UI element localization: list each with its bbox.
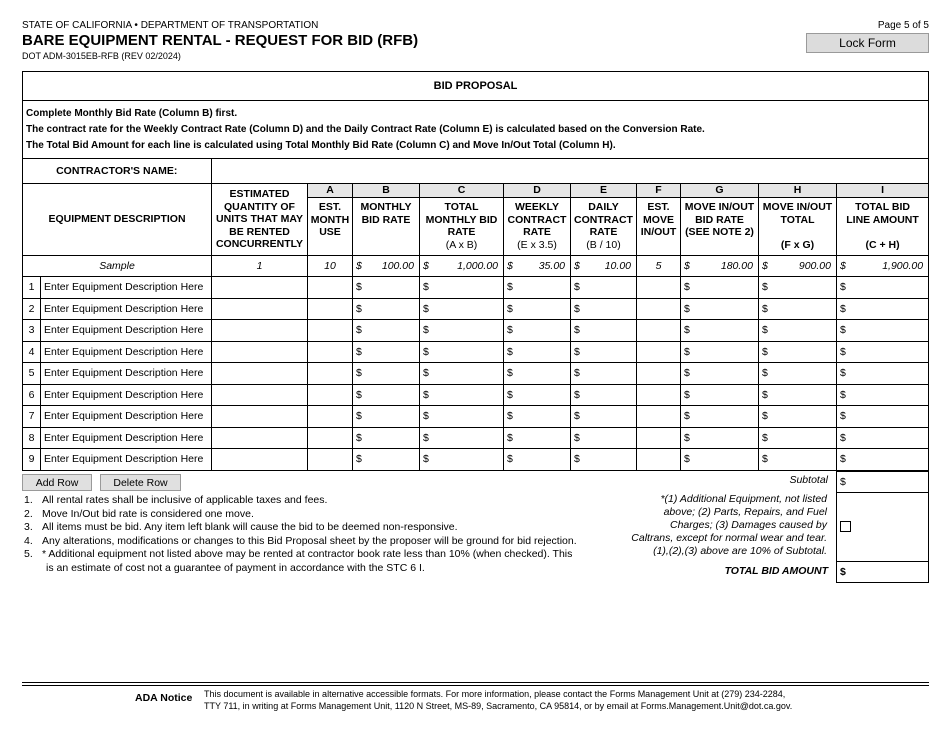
quantity-input[interactable] bbox=[212, 406, 308, 428]
month-use-input[interactable] bbox=[308, 277, 353, 299]
month-use-input[interactable] bbox=[308, 320, 353, 342]
est-move-header: EST. MOVE IN/OUT bbox=[637, 198, 681, 256]
move-total-field: $ bbox=[759, 406, 837, 428]
move-input[interactable] bbox=[637, 277, 681, 299]
total-monthly-field: $ bbox=[420, 363, 504, 385]
total-line-field: $ bbox=[837, 406, 929, 428]
month-use-input[interactable] bbox=[308, 363, 353, 385]
sample-move-rate: $ 180.00 bbox=[681, 256, 759, 277]
page-number: Page 5 of 5 bbox=[877, 20, 929, 31]
sample-month-use: 10 bbox=[308, 256, 353, 277]
quantity-input[interactable] bbox=[212, 341, 308, 363]
equipment-description-input[interactable]: Enter Equipment Description Here bbox=[41, 320, 212, 342]
daily-rate-field: $ bbox=[571, 341, 637, 363]
total-line-field: $ bbox=[837, 277, 929, 299]
quantity-input[interactable] bbox=[212, 427, 308, 449]
sample-row bbox=[23, 256, 929, 277]
sample-move: 5 bbox=[637, 256, 681, 277]
note-4: 4. Any alterations, modifications or changes to this Bid Proposal sheet by the proposer will be ground for bid rejection. bbox=[24, 534, 577, 547]
move-bid-rate-input[interactable]: $ bbox=[681, 277, 759, 299]
table-row bbox=[23, 406, 929, 428]
total-line-field: $ bbox=[837, 449, 929, 471]
equipment-description-input[interactable]: Enter Equipment Description Here bbox=[41, 363, 212, 385]
total-monthly-field: $ bbox=[420, 298, 504, 320]
total-monthly-field: $ bbox=[420, 277, 504, 299]
weekly-rate-field: $ bbox=[504, 320, 571, 342]
move-bid-rate-input[interactable]: $ bbox=[681, 449, 759, 471]
note-1: 1. All rental rates shall be inclusive of applicable taxes and fees. bbox=[24, 494, 328, 506]
total-monthly-field: $ bbox=[420, 384, 504, 406]
sample-move-total: $ 900.00 bbox=[759, 256, 837, 277]
total-bid-line-header: TOTAL BID LINE AMOUNT (C + H) bbox=[837, 198, 929, 256]
daily-contract-rate-header: DAILY CONTRACT RATE (B / 10) bbox=[571, 198, 637, 256]
instruction-1: Complete Monthly Bid Rate (Column B) first. bbox=[26, 108, 238, 119]
table-row bbox=[23, 298, 929, 320]
daily-rate-field: $ bbox=[571, 363, 637, 385]
col-letter-f: F bbox=[637, 184, 681, 198]
move-bid-rate-input[interactable]: $ bbox=[681, 427, 759, 449]
estimated-quantity-header: ESTIMATED QUANTITY OF UNITS THAT MAY BE RENTED CONCURRENTLY bbox=[212, 184, 308, 256]
table-row bbox=[23, 277, 929, 299]
equipment-description-input[interactable]: Enter Equipment Description Here bbox=[41, 384, 212, 406]
col-letter-c: C bbox=[420, 184, 504, 198]
row-number: 3 bbox=[23, 320, 41, 342]
move-total-field: $ bbox=[759, 320, 837, 342]
table-row bbox=[23, 427, 929, 449]
contractor-name-input[interactable] bbox=[212, 159, 929, 184]
row-number: 4 bbox=[23, 341, 41, 363]
weekly-rate-field: $ bbox=[504, 277, 571, 299]
col-letter-d: D bbox=[504, 184, 571, 198]
table-row bbox=[23, 341, 929, 363]
total-monthly-field: $ bbox=[420, 320, 504, 342]
col-letter-i: I bbox=[837, 184, 929, 198]
additional-equipment-checkbox[interactable] bbox=[840, 521, 851, 532]
row-number: 8 bbox=[23, 427, 41, 449]
note-2: 2. Move In/Out bid rate is considered one move. bbox=[24, 507, 254, 520]
move-bid-rate-input[interactable]: $ bbox=[681, 363, 759, 385]
move-total-field: $ bbox=[759, 363, 837, 385]
total-monthly-field: $ bbox=[420, 449, 504, 471]
contractor-name-label: CONTRACTOR'S NAME: bbox=[23, 159, 212, 184]
row-number: 7 bbox=[23, 406, 41, 428]
move-total-field: $ bbox=[759, 298, 837, 320]
total-line-field: $ bbox=[837, 427, 929, 449]
total-line-field: $ bbox=[837, 341, 929, 363]
move-bid-rate-input[interactable]: $ bbox=[681, 406, 759, 428]
col-letter-g: G bbox=[681, 184, 759, 198]
daily-rate-field: $ bbox=[571, 384, 637, 406]
weekly-rate-field: $ bbox=[504, 406, 571, 428]
total-monthly-field: $ bbox=[420, 427, 504, 449]
table-row bbox=[23, 384, 929, 406]
monthly-bid-rate-input[interactable]: $ bbox=[353, 384, 420, 406]
monthly-bid-rate-header: MONTHLY BID RATE bbox=[353, 198, 420, 256]
instruction-3: The Total Bid Amount for each line is calculated using Total Monthly Bid Rate (Column C) and Move In/Out Total (Column H). bbox=[26, 140, 616, 151]
equipment-description-input[interactable]: Enter Equipment Description Here bbox=[41, 449, 212, 471]
bid-proposal-title: BID PROPOSAL bbox=[23, 72, 928, 101]
delete-row-button[interactable]: Delete Row bbox=[100, 474, 181, 491]
move-total-field: $ bbox=[759, 449, 837, 471]
monthly-bid-rate-input[interactable]: $ bbox=[353, 427, 420, 449]
row-number: 2 bbox=[23, 298, 41, 320]
month-use-input[interactable] bbox=[308, 298, 353, 320]
equipment-description-input[interactable]: Enter Equipment Description Here bbox=[41, 277, 212, 299]
move-bid-rate-input[interactable]: $ bbox=[681, 341, 759, 363]
row-number: 5 bbox=[23, 363, 41, 385]
move-input[interactable] bbox=[637, 449, 681, 471]
total-monthly-field: $ bbox=[420, 341, 504, 363]
monthly-bid-rate-input[interactable]: $ bbox=[353, 277, 420, 299]
form-title: BARE EQUIPMENT RENTAL - REQUEST FOR BID (RFB) bbox=[22, 32, 419, 49]
equipment-description-input[interactable]: Enter Equipment Description Here bbox=[41, 427, 212, 449]
month-use-input[interactable] bbox=[308, 449, 353, 471]
col-letter-e: E bbox=[571, 184, 637, 198]
table-row bbox=[23, 363, 929, 385]
quantity-input[interactable] bbox=[212, 449, 308, 471]
daily-rate-field: $ bbox=[571, 449, 637, 471]
move-input[interactable] bbox=[637, 384, 681, 406]
monthly-bid-rate-input[interactable]: $ bbox=[353, 298, 420, 320]
agency-label: STATE OF CALIFORNIA • DEPARTMENT OF TRANSPORTATION bbox=[22, 20, 319, 31]
month-use-input[interactable] bbox=[308, 427, 353, 449]
sample-daily: $ 10.00 bbox=[571, 256, 637, 277]
month-use-input[interactable] bbox=[308, 341, 353, 363]
notes-list bbox=[24, 494, 577, 575]
bid-table bbox=[22, 158, 929, 471]
equipment-description-input[interactable]: Enter Equipment Description Here bbox=[41, 406, 212, 428]
table-row bbox=[23, 320, 929, 342]
move-total-field: $ bbox=[759, 427, 837, 449]
row-number: 1 bbox=[23, 277, 41, 299]
equipment-description-header: EQUIPMENT DESCRIPTION bbox=[23, 184, 212, 256]
total-line-field: $ bbox=[837, 384, 929, 406]
daily-rate-field: $ bbox=[571, 298, 637, 320]
sample-total-monthly: $ 1,000.00 bbox=[420, 256, 504, 277]
sample-label: Sample bbox=[23, 256, 212, 277]
col-letter-h: H bbox=[759, 184, 837, 198]
move-bid-rate-header: MOVE IN/OUT BID RATE (SEE NOTE 2) bbox=[681, 198, 759, 256]
form-id: DOT ADM-3015EB-RFB (REV 02/2024) bbox=[22, 51, 181, 61]
quantity-input[interactable] bbox=[212, 320, 308, 342]
weekly-rate-field: $ bbox=[504, 298, 571, 320]
footer-divider-2 bbox=[22, 685, 929, 686]
subtotal-field[interactable]: $ bbox=[836, 471, 929, 493]
equipment-description-input[interactable]: Enter Equipment Description Here bbox=[41, 298, 212, 320]
monthly-bid-rate-input[interactable]: $ bbox=[353, 406, 420, 428]
monthly-bid-rate-input[interactable]: $ bbox=[353, 320, 420, 342]
col-letter-a: A bbox=[308, 184, 353, 198]
total-line-field: $ bbox=[837, 298, 929, 320]
daily-rate-field: $ bbox=[571, 277, 637, 299]
weekly-rate-field: $ bbox=[504, 449, 571, 471]
additional-equipment-text: *(1) Additional Equipment, not listed above; (2) Parts, Repairs, and Fuel Charges; (3) Damages caused by Caltrans, except for normal wear and tear. (1),(2),(3) above are 10% of Subtotal. bbox=[631, 493, 827, 557]
weekly-rate-field: $ bbox=[504, 427, 571, 449]
total-bid-amount-label: TOTAL BID AMOUNT bbox=[724, 565, 828, 577]
total-bid-amount-field[interactable]: $ bbox=[836, 561, 929, 583]
table-row bbox=[23, 449, 929, 471]
sample-weekly: $ 35.00 bbox=[504, 256, 571, 277]
weekly-rate-field: $ bbox=[504, 384, 571, 406]
move-total-field: $ bbox=[759, 277, 837, 299]
quantity-input[interactable] bbox=[212, 363, 308, 385]
daily-rate-field: $ bbox=[571, 320, 637, 342]
instruction-2: The contract rate for the Weekly Contract Rate (Column D) and the Daily Contract Rate (Column E) is calculated based on the Conversion Rate. bbox=[26, 124, 705, 135]
ada-notice-label: ADA Notice bbox=[135, 692, 193, 704]
note-5-continued: is an estimate of cost not a guarantee of payment in accordance with the STC 6 I. bbox=[46, 561, 425, 574]
move-input[interactable] bbox=[637, 298, 681, 320]
monthly-bid-rate-input[interactable]: $ bbox=[353, 449, 420, 471]
note-3: 3. All items must be bid. Any item left blank will cause the bid to be deemed non-responsive. bbox=[24, 521, 458, 533]
sample-qty: 1 bbox=[212, 256, 308, 277]
daily-rate-field: $ bbox=[571, 427, 637, 449]
total-monthly-bid-header: TOTAL MONTHLY BID RATE (A x B) bbox=[420, 198, 504, 256]
col-letter-b: B bbox=[353, 184, 420, 198]
move-input[interactable] bbox=[637, 406, 681, 428]
total-line-field: $ bbox=[837, 320, 929, 342]
move-bid-rate-input[interactable]: $ bbox=[681, 320, 759, 342]
move-total-field: $ bbox=[759, 384, 837, 406]
subtotal-label: Subtotal bbox=[789, 474, 828, 486]
sample-total-line: $ 1,900.00 bbox=[837, 256, 929, 277]
add-row-button[interactable]: Add Row bbox=[22, 474, 92, 491]
ada-notice-text: This document is available in alternative accessible formats. For more information, please contact the Forms Management Unit at (279) 234-2284, TTY 711, in writing at Forms Management Unit, 1120 N Street, MS-89, Sacramento, CA 95814, or by email at Forms.Management.Unit@dot.ca.gov. bbox=[204, 689, 793, 711]
move-total-field: $ bbox=[759, 341, 837, 363]
total-monthly-field: $ bbox=[420, 406, 504, 428]
row-number: 6 bbox=[23, 384, 41, 406]
move-input[interactable] bbox=[637, 341, 681, 363]
sample-monthly-rate: $ 100.00 bbox=[353, 256, 420, 277]
move-bid-rate-input[interactable]: $ bbox=[681, 384, 759, 406]
daily-rate-field: $ bbox=[571, 406, 637, 428]
month-use-input[interactable] bbox=[308, 384, 353, 406]
weekly-rate-field: $ bbox=[504, 341, 571, 363]
quantity-input[interactable] bbox=[212, 298, 308, 320]
equipment-description-input[interactable]: Enter Equipment Description Here bbox=[41, 341, 212, 363]
monthly-bid-rate-input[interactable]: $ bbox=[353, 363, 420, 385]
move-bid-rate-input[interactable]: $ bbox=[681, 298, 759, 320]
move-total-header: MOVE IN/OUT TOTAL (F x G) bbox=[759, 198, 837, 256]
move-input[interactable] bbox=[637, 427, 681, 449]
monthly-bid-rate-input[interactable]: $ bbox=[353, 341, 420, 363]
total-line-field: $ bbox=[837, 363, 929, 385]
move-input[interactable] bbox=[637, 363, 681, 385]
weekly-contract-rate-header: WEEKLY CONTRACT RATE (E x 3.5) bbox=[504, 198, 571, 256]
note-5: 5. * Additional equipment not listed above may be rented at contractor book rate less than 10% (when checked). This bbox=[24, 548, 573, 560]
quantity-input[interactable] bbox=[212, 384, 308, 406]
weekly-rate-field: $ bbox=[504, 363, 571, 385]
est-month-use-header: EST. MONTH USE bbox=[308, 198, 353, 256]
month-use-input[interactable] bbox=[308, 406, 353, 428]
quantity-input[interactable] bbox=[212, 277, 308, 299]
row-number: 9 bbox=[23, 449, 41, 471]
lock-form-button[interactable]: Lock Form bbox=[806, 33, 929, 53]
move-input[interactable] bbox=[637, 320, 681, 342]
footer-divider bbox=[22, 682, 929, 683]
